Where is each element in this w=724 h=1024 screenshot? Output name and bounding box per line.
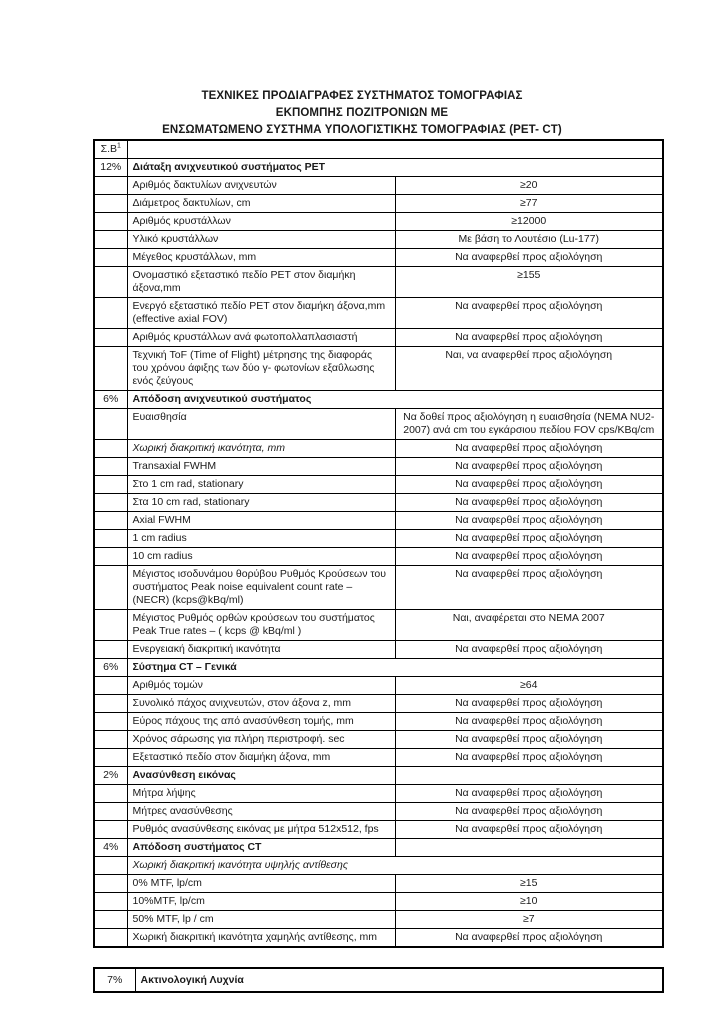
weight-cell [94,548,127,566]
value-cell: Να αναφερθεί προς αξιολόγηση [395,548,663,566]
label-cell: Ενεργειακή διακριτική ικανότητα [127,641,395,659]
value-cell: ≥7 [395,911,663,929]
value-cell: Να αναφερθεί προς αξιολόγηση [395,298,663,329]
title-line-2: ΕΚΠΟΜΠΗΣ ΠΟΖΙΤΡΟΝΙΩΝ ΜΕ [275,107,449,119]
weight-cell [94,458,127,476]
spec-row [94,409,663,440]
label-cell: Ευαισθησία [127,409,395,440]
spec-row [94,875,663,893]
value-cell: Ναι, αναφέρεται στο NEMA 2007 [395,610,663,641]
spec-row [94,749,663,767]
spec-row [94,566,663,610]
value-cell: ≥64 [395,677,663,695]
weight-cell [94,347,127,391]
weight-cell [94,249,127,267]
weight-cell [94,494,127,512]
weight-header-label: Σ.Β [100,143,117,155]
value-cell: ≥12000 [395,213,663,231]
weight-cell [94,409,127,440]
value-cell: ≥155 [395,267,663,298]
spec-row [94,249,663,267]
weight-cell: 6% [94,391,127,409]
spec-row [94,476,663,494]
value-cell: Να αναφερθεί προς αξιολόγηση [395,329,663,347]
spec-row [94,458,663,476]
weight-cell [94,440,127,458]
label-cell: 50% MTF, lp / cm [127,911,395,929]
section-row [94,159,663,177]
weight-cell: 4% [94,839,127,857]
value-cell: Να αναφερθεί προς αξιολόγηση [395,803,663,821]
spec-row [94,231,663,249]
weight-cell [94,929,127,948]
title-line-3: ΕΝΣΩΜΑΤΩΜΕΝΟ ΣΥΣΤΗΜΑ ΥΠΟΛΟΓΙΣΤΙΚΗΣ ΤΟΜΟΓΡΑΦΙΑΣ (PET- CT) [162,124,562,136]
spec-row [94,677,663,695]
label-cell: Μήτρες ανασύνθεσης [127,803,395,821]
spec-row [94,911,663,929]
value-cell [395,767,663,785]
value-cell: Να αναφερθεί προς αξιολόγηση [395,731,663,749]
section-row [94,767,663,785]
spec-row [94,731,663,749]
weight-cell [94,231,127,249]
value-cell: ≥77 [395,195,663,213]
spec-row [94,548,663,566]
label-cell: Μέγιστος ισοδυνάμου θορύβου Ρυθμός Κρούσεων του συστήματος Peak noise equivalent count rate – (NECR) (kcps@kBq/ml) [127,566,395,610]
spec-row [94,929,663,948]
spec-row [94,821,663,839]
label-cell: Υλικό κρυστάλλων [127,231,395,249]
spec-row [94,329,663,347]
spec-row [94,803,663,821]
spec-row [94,213,663,231]
weight-cell [94,298,127,329]
section-row [94,839,663,857]
value-cell: Να αναφερθεί προς αξιολόγηση [395,713,663,731]
weight-cell: 6% [94,659,127,677]
weight-cell: 12% [94,159,127,177]
value-cell: ≥15 [395,875,663,893]
weight-cell [94,566,127,610]
spec-row [94,695,663,713]
value-cell: Να αναφερθεί προς αξιολόγηση [395,695,663,713]
label-cell: Απόδοση συστήματος CT [127,839,395,857]
spec-row [94,494,663,512]
spec-table [93,139,664,948]
spec-row [94,195,663,213]
value-cell: Να αναφερθεί προς αξιολόγηση [395,641,663,659]
value-cell [395,839,663,857]
spec-table-body [94,140,663,947]
spec-row [94,440,663,458]
value-cell: Να αναφερθεί προς αξιολόγηση [395,476,663,494]
spec-row [94,610,663,641]
weight-cell [94,875,127,893]
value-cell: Να αναφερθεί προς αξιολόγηση [395,512,663,530]
weight-cell [94,713,127,731]
weight-cell [94,821,127,839]
label-cell: Μέγιστος Ρυθμός ορθών κρούσεων του συστήματος Peak True rates – ( kcps @ kBq/ml ) [127,610,395,641]
spec-row [94,512,663,530]
weight-cell [94,731,127,749]
value-cell: Να αναφερθεί προς αξιολόγηση [395,530,663,548]
label-cell: Αριθμός κρυστάλλων [127,213,395,231]
spec-row [94,530,663,548]
value-cell: Να αναφερθεί προς αξιολόγηση [395,785,663,803]
label-cell: Μήτρα λήψης [127,785,395,803]
header-empty-cell [127,140,663,159]
weight-cell [94,641,127,659]
value-cell: Να δοθεί προς αξιολόγηση η ευαισθησία (NEMA NU2-2007) ανά cm του εγκάρσιου πεδίου FOV cps/KBq/cm [395,409,663,440]
label-cell: Αριθμός κρυστάλλων ανά φωτοπολλαπλασιαστή [127,329,395,347]
weight-cell [94,530,127,548]
label-cell: Χωρική διακριτική ικανότητα υψηλής αντίθεσης [127,857,663,875]
value-cell: Να αναφερθεί προς αξιολόγηση [395,494,663,512]
label-cell: Αριθμός δακτυλίων ανιχνευτών [127,177,395,195]
title-line-1: ΤΕΧΝΙΚΕΣ ΠΡΟΔΙΑΓΡΑΦΕΣ ΣΥΣΤΗΜΑΤΟΣ ΤΟΜΟΓΡΑΦΙΑΣ [201,90,523,102]
weight-cell [94,785,127,803]
weight-cell: 2% [94,767,127,785]
weight-cell [94,857,127,875]
spec-row [94,298,663,329]
label-cell: Χωρική διακριτική ικανότητα χαμηλής αντίθεσης, mm [127,929,395,948]
weight-cell [94,911,127,929]
weight-cell [94,177,127,195]
value-cell: Με βάση το Λουτέσιο (Lu-177) [395,231,663,249]
label-cell: 10 cm radius [127,548,395,566]
label-cell: Ενεργό εξεταστικό πεδίο PET στον διαμήκη άξονα,mm (effective axial FOV) [127,298,395,329]
value-cell: Να αναφερθεί προς αξιολόγηση [395,249,663,267]
label-cell: Ρυθμός ανασύνθεσης εικόνας με μήτρα 512x512, fps [127,821,395,839]
label-cell: Axial FWHM [127,512,395,530]
footer-table [93,967,664,993]
weight-cell [94,195,127,213]
label-cell: Αριθμός τομών [127,677,395,695]
label-cell: Εξεταστικό πεδίο στον διαμήκη άξονα, mm [127,749,395,767]
label-cell: Σύστημα CT – Γενικά [127,659,663,677]
footer-section-row [94,968,663,992]
weight-cell [94,677,127,695]
weight-cell [94,476,127,494]
label-cell: Χρόνος σάρωσης για πλήρη περιστροφή. sec [127,731,395,749]
label-cell: Ανασύνθεση εικόνας [127,767,395,785]
section-row [94,659,663,677]
label-cell: Συνολικό πάχος ανιχνευτών, στον άξονα z, mm [127,695,395,713]
label-cell: Στα 10 cm rad, stationary [127,494,395,512]
weight-cell [94,329,127,347]
label-cell: Διάταξη ανιχνευτικού συστήματος PET [127,159,663,177]
spec-row [94,785,663,803]
spec-row [94,857,663,875]
document-title [0,0,724,139]
value-cell: Να αναφερθεί προς αξιολόγηση [395,440,663,458]
weight-cell [94,893,127,911]
weight-cell [94,695,127,713]
value-cell: Να αναφερθεί προς αξιολόγηση [395,929,663,948]
spec-row [94,641,663,659]
section-row [94,391,663,409]
label-cell: 0% MTF, lp/cm [127,875,395,893]
spec-row [94,267,663,298]
value-cell: ≥20 [395,177,663,195]
value-cell: Να αναφερθεί προς αξιολόγηση [395,749,663,767]
value-cell: Να αναφερθεί προς αξιολόγηση [395,821,663,839]
spec-row [94,177,663,195]
label-cell: Χωρική διακριτική ικανότητα, mm [127,440,395,458]
label-cell: 10%MTF, lp/cm [127,893,395,911]
footer-weight-cell: 7% [94,968,135,992]
table-header-row [94,140,663,159]
value-cell: ≥10 [395,893,663,911]
label-cell: Εύρος πάχους της από ανασύνθεση τομής, mm [127,713,395,731]
label-cell: Μέγεθος κρυστάλλων, mm [127,249,395,267]
weight-cell [94,267,127,298]
weight-cell [94,213,127,231]
value-cell: Ναι, να αναφερθεί προς αξιολόγηση [395,347,663,391]
weight-header-superscript: 1 [117,142,121,150]
weight-header-cell [94,140,127,159]
label-cell: Διάμετρος δακτυλίων, cm [127,195,395,213]
footer-label-cell: Ακτινολογική Λυχνία [135,968,663,992]
spec-row [94,347,663,391]
label-cell: 1 cm radius [127,530,395,548]
value-cell: Να αναφερθεί προς αξιολόγηση [395,458,663,476]
value-cell: Να αναφερθεί προς αξιολόγηση [395,566,663,610]
label-cell: Transaxial FWHM [127,458,395,476]
label-cell: Τεχνική ToF (Time of Flight) μέτρησης της διαφοράς του χρόνου άφιξης των δύο γ- φωτονίων εξαΰλωσης ενός ζεύγους [127,347,395,391]
label-cell: Απόδοση ανιχνευτικού συστήματος [127,391,663,409]
spec-row [94,713,663,731]
weight-cell [94,610,127,641]
label-cell: Ονομαστικό εξεταστικό πεδίο PET στον διαμήκη άξονα,mm [127,267,395,298]
spec-row [94,893,663,911]
weight-cell [94,512,127,530]
weight-cell [94,749,127,767]
label-cell: Στο 1 cm rad, stationary [127,476,395,494]
weight-cell [94,803,127,821]
